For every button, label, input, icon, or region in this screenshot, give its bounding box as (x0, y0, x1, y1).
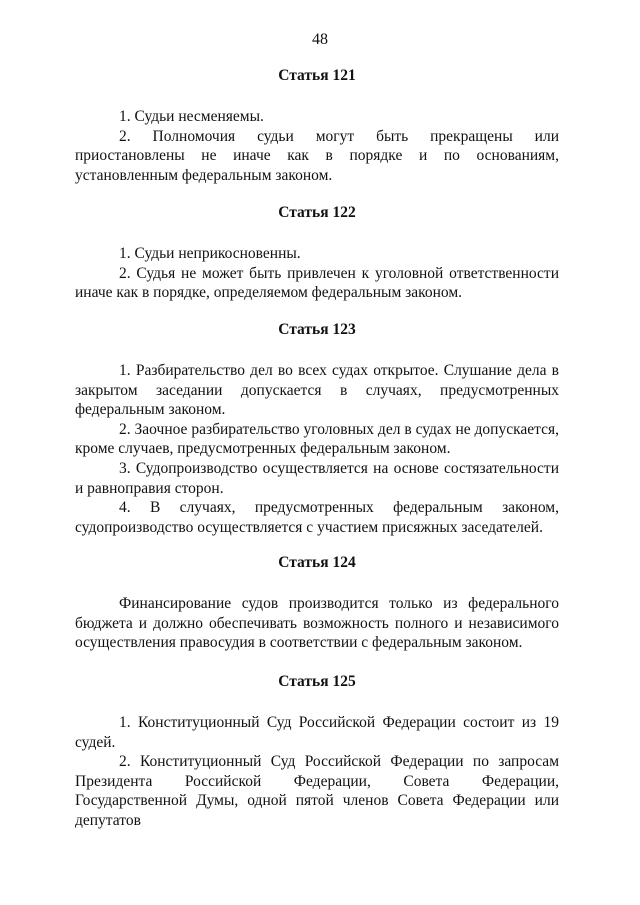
article-paragraph: 1. Судьи несменяемы. (119, 108, 264, 125)
article-title: Статья 124 (278, 554, 356, 571)
article-paragraph: 4. В случаях, предусмотренных федеральным законом, судопроизводство осуществляется с участием присяжных заседателей. (75, 499, 559, 536)
article-122 (75, 203, 559, 303)
article-title: Статья 122 (278, 204, 356, 221)
page-number: 48 (312, 31, 328, 48)
article-title: Статья 123 (278, 321, 356, 338)
article-paragraph: 3. Судопроизводство осуществляется на основе состязательности и равноправия сторон. (75, 459, 559, 497)
article-paragraph: 2. Заочное разбирательство уголовных дел в судах не допускается, кроме случаев, предусмотренных федеральным законом. (75, 420, 559, 458)
article-124 (75, 553, 559, 653)
article-paragraph: 1. Конституционный Суд Российской Федерации состоит из 19 судей. (75, 714, 559, 751)
article-123 (75, 320, 559, 537)
article-title: Статья 125 (278, 673, 356, 690)
article-title: Статья 121 (278, 67, 356, 84)
article-paragraph: 1. Судьи неприкосновенны. (119, 245, 301, 262)
article-paragraph: Финансирование судов производится только из федерального бюджета и должно обеспечивать возможность полного и независимого осуществления правосудия в соответствии с федеральным законом. (75, 595, 559, 652)
article-paragraph: 2. Судья не может быть привлечен к уголовной ответственности иначе как в порядке, определяемом федеральным законом. (75, 264, 559, 302)
article-121 (75, 66, 559, 185)
article-paragraph: 2. Конституционный Суд Российской Федерации по запросам Президента Российской Федерации, Совета Федерации, Государственной Думы, одной пятой членов Совета Федерации или депутатов (75, 753, 559, 829)
article-paragraph: 2. Полномочия судьи могут быть прекращены или приостановлены не иначе как в порядке и по основаниям, установленным федеральным законом. (75, 127, 559, 184)
article-paragraph: 1. Разбирательство дел во всех судах открытое. Слушание дела в закрытом заседании допускается в случаях, предусмотренных федеральным законом. (75, 362, 559, 419)
article-125 (75, 672, 559, 831)
